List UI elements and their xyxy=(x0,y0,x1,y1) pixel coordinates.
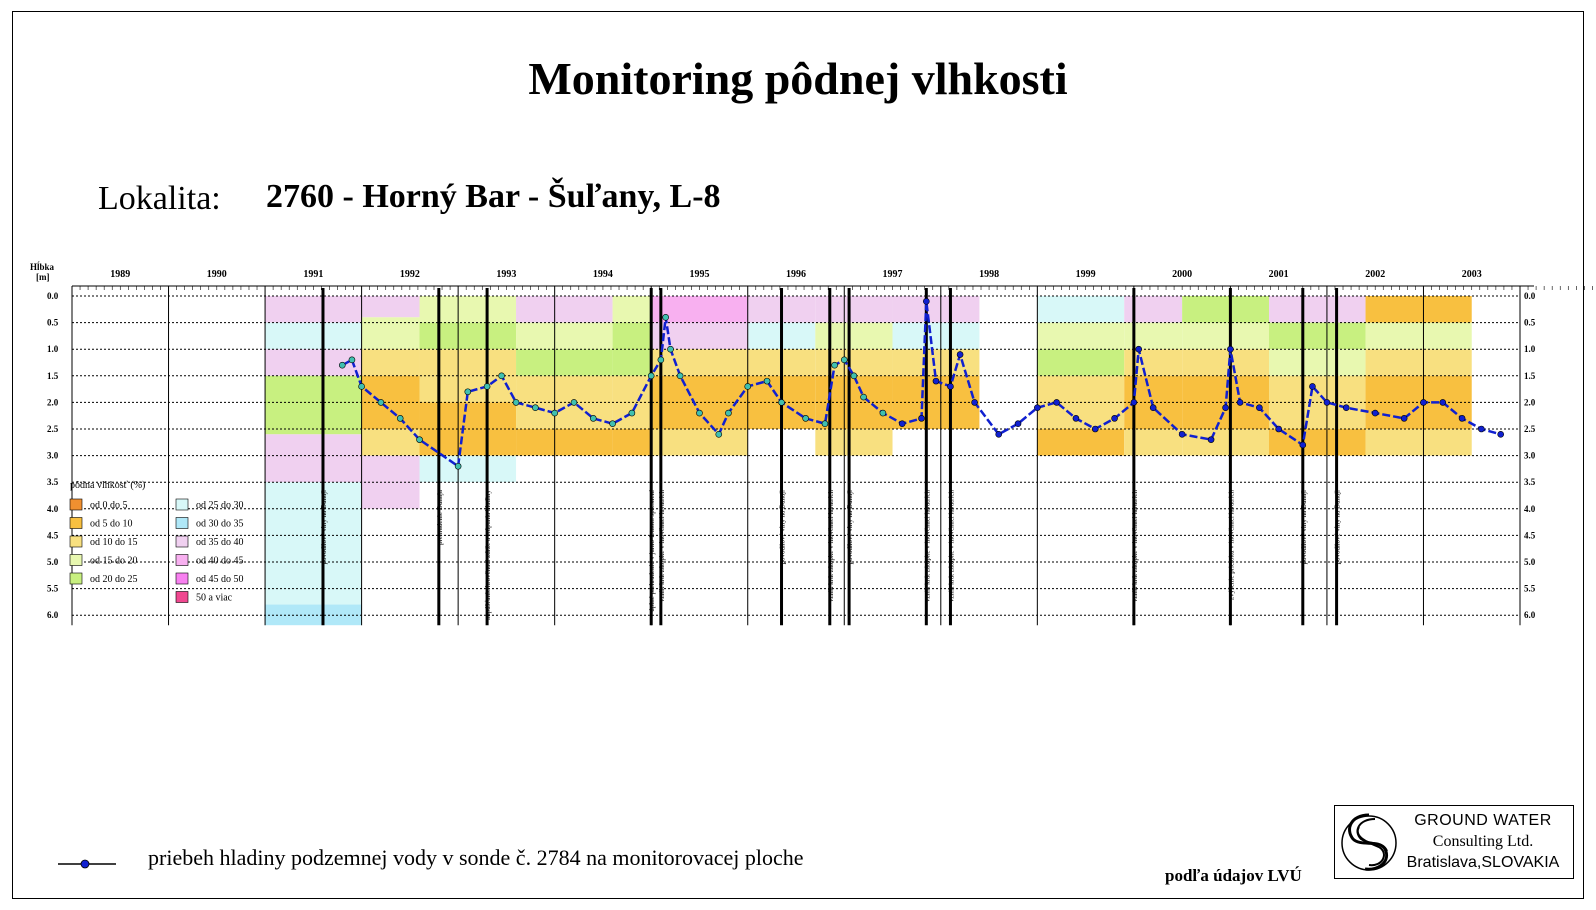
y-axis-title-line1: Hĺbka xyxy=(30,262,55,272)
groundwater-point xyxy=(1223,405,1229,411)
moisture-cell xyxy=(1182,349,1269,376)
moisture-cell xyxy=(265,376,362,435)
legend-swatch xyxy=(70,555,82,566)
moisture-cell xyxy=(1366,349,1472,376)
groundwater-point xyxy=(1237,399,1243,405)
y-tick-label-left: 3.5 xyxy=(47,477,59,488)
groundwater-point xyxy=(359,383,365,389)
groundwater-point xyxy=(417,437,423,443)
logo-line1: GROUND WATER xyxy=(1414,812,1552,829)
groundwater-point xyxy=(972,399,978,405)
moisture-cell xyxy=(1269,323,1366,350)
y-tick-label-right: 3.0 xyxy=(1524,450,1536,461)
groundwater-point xyxy=(947,383,953,389)
groundwater-point xyxy=(899,421,905,427)
groundwater-point xyxy=(1256,405,1262,411)
y-tick-label-right: 1.5 xyxy=(1524,370,1536,381)
moisture-cell xyxy=(815,323,892,350)
moisture-cell xyxy=(265,296,362,323)
legend-label: od 25 do 30 xyxy=(196,500,244,511)
legend-label: od 0 do 5 xyxy=(90,500,128,511)
y-tick-label-right: 4.0 xyxy=(1524,503,1536,514)
y-tick-label-right: 0.0 xyxy=(1524,291,1536,301)
groundwater-point xyxy=(861,394,867,400)
y-tick-label-left: 0.5 xyxy=(47,317,59,328)
groundwater-point xyxy=(803,415,809,421)
groundwater-point xyxy=(648,373,654,379)
year-label: 2000 xyxy=(1172,269,1193,280)
legend-label: od 45 do 50 xyxy=(196,574,244,585)
moisture-cell xyxy=(1366,323,1472,350)
groundwater-point xyxy=(1440,399,1446,405)
y-tick-label-right: 1.0 xyxy=(1524,344,1536,355)
groundwater-point xyxy=(933,378,939,384)
legend-label: od 30 do 35 xyxy=(196,518,244,530)
legend-label: od 20 do 25 xyxy=(90,574,138,585)
groundwater-point xyxy=(1015,421,1021,427)
event-label: vznik krát zátopke v inovčnaci lavatrích xyxy=(826,490,835,603)
year-label: 2001 xyxy=(1268,269,1289,280)
legend-label: od 15 do 20 xyxy=(90,555,138,567)
legend-swatch xyxy=(70,536,82,547)
legend-label: 50 a viac xyxy=(196,592,233,604)
legend-swatch xyxy=(176,536,188,547)
groundwater-point xyxy=(1324,399,1330,405)
groundwater-point xyxy=(629,410,635,416)
logo-line3: Bratislava,SLOVAKIA xyxy=(1406,854,1560,871)
event-label: povodňové vlny na Dunaji xyxy=(778,490,787,565)
y-tick-label-left: 4.0 xyxy=(47,503,59,514)
groundwater-point xyxy=(696,410,702,416)
company-logo xyxy=(1334,805,1574,879)
moisture-cell xyxy=(613,296,652,323)
moisture-cell xyxy=(1037,296,1124,323)
moisture-cell xyxy=(1182,296,1269,323)
year-label: 1991 xyxy=(303,269,324,280)
year-label: 1990 xyxy=(206,269,227,280)
event-label: povodňové vlny na Dunaji xyxy=(1299,490,1308,565)
legend-label: od 5 do 10 xyxy=(90,518,133,530)
moisture-cell xyxy=(362,376,420,429)
groundwater-point xyxy=(1227,346,1233,352)
legend-swatch xyxy=(176,499,188,510)
gw-legend-sample xyxy=(58,860,116,868)
y-tick-label-right: 6.0 xyxy=(1524,610,1536,621)
moisture-cell xyxy=(362,349,420,376)
groundwater-point xyxy=(764,378,770,384)
moisture-cell xyxy=(420,323,517,350)
groundwater-point xyxy=(1092,426,1098,432)
y-tick-label-right: 5.5 xyxy=(1524,583,1536,594)
moisture-cell xyxy=(1037,323,1124,350)
groundwater-point xyxy=(1498,431,1504,437)
logo-mark-icon xyxy=(1339,809,1399,877)
groundwater-point xyxy=(923,298,929,304)
y-tick-label-left: 5.0 xyxy=(47,557,59,567)
legend-swatch xyxy=(70,573,82,584)
moisture-cell xyxy=(265,434,362,482)
groundwater-point xyxy=(1131,399,1137,405)
legend-label: od 35 do 40 xyxy=(196,537,244,548)
moisture-cell xyxy=(1269,349,1366,376)
y-tick-label-left: 0.0 xyxy=(47,291,59,301)
moisture-cell xyxy=(516,323,613,350)
groundwater-point xyxy=(1208,437,1214,443)
moisture-cell xyxy=(516,429,613,456)
year-label: 1996 xyxy=(786,269,806,280)
moisture-cell xyxy=(516,349,613,376)
y-tick-label-left: 3.0 xyxy=(47,450,59,461)
groundwater-point xyxy=(822,421,828,427)
y-tick-label-left: 5.5 xyxy=(47,583,59,594)
event-label: zvýšenie prietoku v inovčnaci lavatrích xyxy=(1227,490,1236,601)
moisture-cell xyxy=(362,456,420,509)
moisture-cell xyxy=(265,482,362,604)
year-label: 1998 xyxy=(979,269,1000,280)
groundwater-point xyxy=(465,389,471,395)
groundwater-point xyxy=(1459,415,1465,421)
y-tick-label-left: 2.5 xyxy=(47,424,59,434)
groundwater-point xyxy=(745,383,751,389)
groundwater-point xyxy=(1073,415,1079,421)
legend-label: od 10 do 15 xyxy=(90,537,138,548)
event-label: povodňové vlny na Dunaji xyxy=(846,490,855,565)
y-tick-label-right: 3.5 xyxy=(1524,477,1536,488)
moisture-cell xyxy=(362,429,420,456)
moisture-cell xyxy=(362,317,420,349)
event-label: povodňové vlny na Dunaji xyxy=(319,490,328,565)
year-label: 1993 xyxy=(496,269,517,280)
groundwater-point xyxy=(571,399,577,405)
moisture-cell xyxy=(1366,429,1472,456)
legend-title: pôdna vlhkosť (%) xyxy=(70,480,146,491)
moisture-cell xyxy=(362,296,420,317)
moisture-cell xyxy=(265,323,362,350)
y-tick-label-left: 2.0 xyxy=(47,397,59,408)
page-title: Monitoring pôdnej vlhkosti xyxy=(528,53,1068,104)
year-label: 2002 xyxy=(1365,269,1386,280)
groundwater-point xyxy=(841,357,847,363)
groundwater-point xyxy=(1478,426,1484,432)
event-label: napúšťanie hrovčnaci zdrže a stúpania hladiny xyxy=(484,490,493,620)
groundwater-point xyxy=(880,410,886,416)
groundwater-point xyxy=(1309,383,1315,389)
year-label: 1997 xyxy=(882,269,903,280)
logo-line2: Consulting Ltd. xyxy=(1432,833,1534,850)
groundwater-point xyxy=(832,362,838,368)
moisture-cell xyxy=(651,429,748,456)
event-label: vznik krát zátopke v inovčnaci lavatrích xyxy=(923,490,932,603)
year-label: 1989 xyxy=(110,269,131,280)
groundwater-point xyxy=(1401,415,1407,421)
y-tick-label-right: 4.5 xyxy=(1524,530,1536,541)
y-tick-label-right: 0.5 xyxy=(1524,317,1536,328)
legend-swatch xyxy=(176,555,188,566)
legend-swatch xyxy=(176,592,188,603)
groundwater-point xyxy=(918,415,924,421)
data-source: podľa údajov LVÚ xyxy=(1165,866,1302,885)
groundwater-point xyxy=(1420,399,1426,405)
groundwater-point xyxy=(1034,405,1040,411)
groundwater-point xyxy=(996,431,1002,437)
groundwater-point xyxy=(499,373,505,379)
groundwater-legend-label: priebeh hladiny podzemnej vody v sonde č. 2784 na monitorovacej ploche xyxy=(148,845,804,870)
year-label: 1994 xyxy=(592,269,613,280)
groundwater-point xyxy=(349,357,355,363)
legend-label: od 40 do 45 xyxy=(196,555,244,567)
groundwater-point xyxy=(513,399,519,405)
y-tick-label-left: 1.5 xyxy=(47,370,59,381)
groundwater-point xyxy=(590,415,596,421)
groundwater-point xyxy=(1054,399,1060,405)
year-label: 1995 xyxy=(689,269,710,280)
moisture-cell xyxy=(420,296,517,323)
event-label: povodňové vlny na Dunaji xyxy=(1333,490,1342,565)
groundwater-point xyxy=(677,373,683,379)
moisture-cell xyxy=(1366,296,1472,323)
moisture-cell xyxy=(420,456,517,483)
groundwater-point xyxy=(779,399,785,405)
year-label: 1992 xyxy=(399,269,420,280)
moisture-cell xyxy=(893,323,980,350)
moisture-cell xyxy=(613,429,652,456)
y-axis-title-line2: [m] xyxy=(36,272,50,282)
y-tick-label-right: 2.0 xyxy=(1524,397,1536,408)
groundwater-point xyxy=(668,346,674,352)
y-tick-label-right: 2.5 xyxy=(1524,424,1536,434)
groundwater-point xyxy=(610,421,616,427)
moisture-cell xyxy=(1182,323,1269,350)
y-tick-label-right: 5.0 xyxy=(1524,557,1536,567)
moisture-cell xyxy=(1269,296,1366,323)
year-label: 1999 xyxy=(1075,269,1096,280)
groundwater-point xyxy=(397,415,403,421)
legend xyxy=(70,480,244,604)
event-label: vznik krát zátopke v inovčnaci lavatrích xyxy=(1130,490,1139,603)
groundwater-point xyxy=(532,405,538,411)
groundwater-point xyxy=(1343,405,1349,411)
groundwater-point xyxy=(1179,431,1185,437)
groundwater-point xyxy=(1276,426,1282,432)
legend-swatch xyxy=(70,518,82,529)
moisture-heatmap xyxy=(265,296,1472,625)
y-tick-label-left: 1.0 xyxy=(47,344,59,355)
y-tick-label-left: 4.5 xyxy=(47,530,59,541)
event-label: vznik krát zátopke v inovčnaci lavatrích xyxy=(657,490,666,603)
groundwater-point xyxy=(1372,410,1378,416)
groundwater-point xyxy=(378,399,384,405)
groundwater-point xyxy=(725,410,731,416)
legend-swatch xyxy=(70,499,82,510)
moisture-cell xyxy=(815,296,892,323)
moisture-cell xyxy=(893,296,980,323)
logo-text xyxy=(1393,810,1573,873)
moisture-cell xyxy=(1037,429,1124,456)
year-labels xyxy=(110,269,1481,280)
legend-swatch xyxy=(176,518,188,529)
groundwater-point xyxy=(455,463,461,469)
moisture-cell xyxy=(651,349,748,376)
groundwater-point xyxy=(957,352,963,358)
moisture-cell xyxy=(516,296,613,323)
groundwater-point xyxy=(339,362,345,368)
groundwater-point xyxy=(663,314,669,320)
groundwater-point xyxy=(484,383,490,389)
event-label: prehradenie Dunaja xyxy=(435,490,444,545)
legend-swatch xyxy=(176,573,188,584)
location-value: 2760 - Horný Bar - Šuľany, L-8 xyxy=(266,178,721,215)
groundwater-point xyxy=(1300,442,1306,448)
location-label: Lokalita: xyxy=(98,180,221,217)
event-label: úplné prehradenie v jarno-letnom spresnení xyxy=(648,490,657,612)
y-axis xyxy=(30,262,55,282)
moisture-cell xyxy=(815,349,892,376)
groundwater-point xyxy=(851,373,857,379)
y-tick-label-left: 6.0 xyxy=(47,610,59,621)
moisture-cell xyxy=(1182,429,1269,456)
groundwater-point xyxy=(1112,415,1118,421)
moisture-cell xyxy=(815,429,892,456)
moisture-cell xyxy=(1037,349,1124,376)
groundwater-point xyxy=(552,410,558,416)
groundwater-point xyxy=(1136,346,1142,352)
groundwater-point xyxy=(658,357,664,363)
event-label: vznik krát zátopke v inovčnaci lavatrích xyxy=(947,490,956,603)
year-label: 2003 xyxy=(1461,269,1482,280)
groundwater-point xyxy=(716,431,722,437)
groundwater-point xyxy=(1150,405,1156,411)
